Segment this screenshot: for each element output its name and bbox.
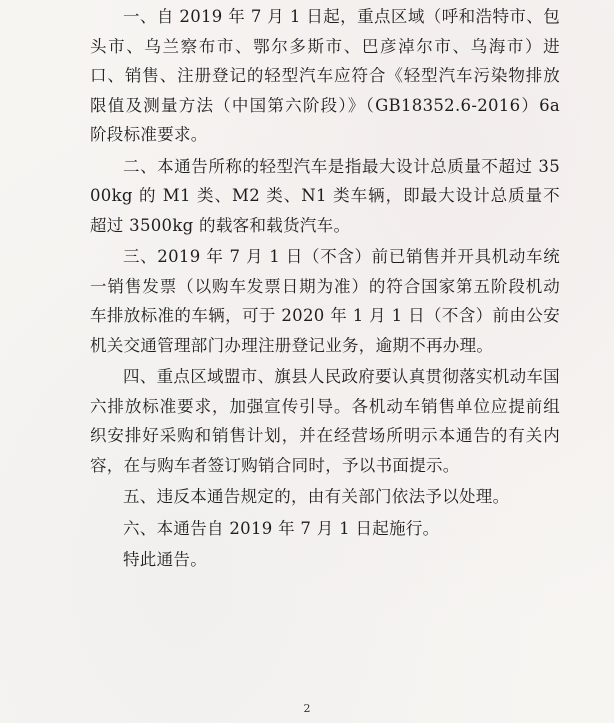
paragraph-6: 六、本通告自 2019 年 7 月 1 日起施行。: [123, 518, 440, 538]
paragraph-1: 一、自 2019 年 7 月 1 日起，重点区域（呼和浩特市、包头市、乌兰察布市、鄂尔多斯市、巴彦淖尔市、乌海市）进口、销售、注册登记的轻型汽车应符合《轻型汽车污染物排放限值及测量方法（中国第六阶段）》（GB18352.6-2016）6a 阶段标准要求。: [90, 7, 560, 144]
paragraph-3: 三、2019 年 7 月 1 日（不含）前已销售并开具机动车统一销售发票（以购车发票日期为准）的符合国家第五阶段机动车排放标准的车辆，可于 2020 年 1 月 1 日（不含）前由公安机关交通管理部门办理注册登记业务，逾期不再办理。: [90, 247, 560, 355]
paragraph-4: 四、重点区域盟市、旗县人民政府要认真贯彻落实机动车国六排放标准要求，加强宣传引导。各机动车销售单位应提前组织安排好采购和销售计划，并在经营场所明示本通告的有关内容，在与购车者签订购销合同时，予以书面提示。: [90, 367, 560, 475]
paragraph-2: 二、本通告所称的轻型汽车是指最大设计总质量不超过 3500kg 的 M1 类、M2 类、N1 类车辆，即最大设计总质量不超过 3500kg 的载客和载货汽车。: [90, 156, 560, 235]
notice-body: [90, 2, 560, 577]
page-number: 2: [303, 702, 311, 715]
paragraph-5: 五、违反本通告规定的，由有关部门依法予以处理。: [123, 487, 510, 506]
closing-line: 特此通告。: [123, 550, 207, 569]
